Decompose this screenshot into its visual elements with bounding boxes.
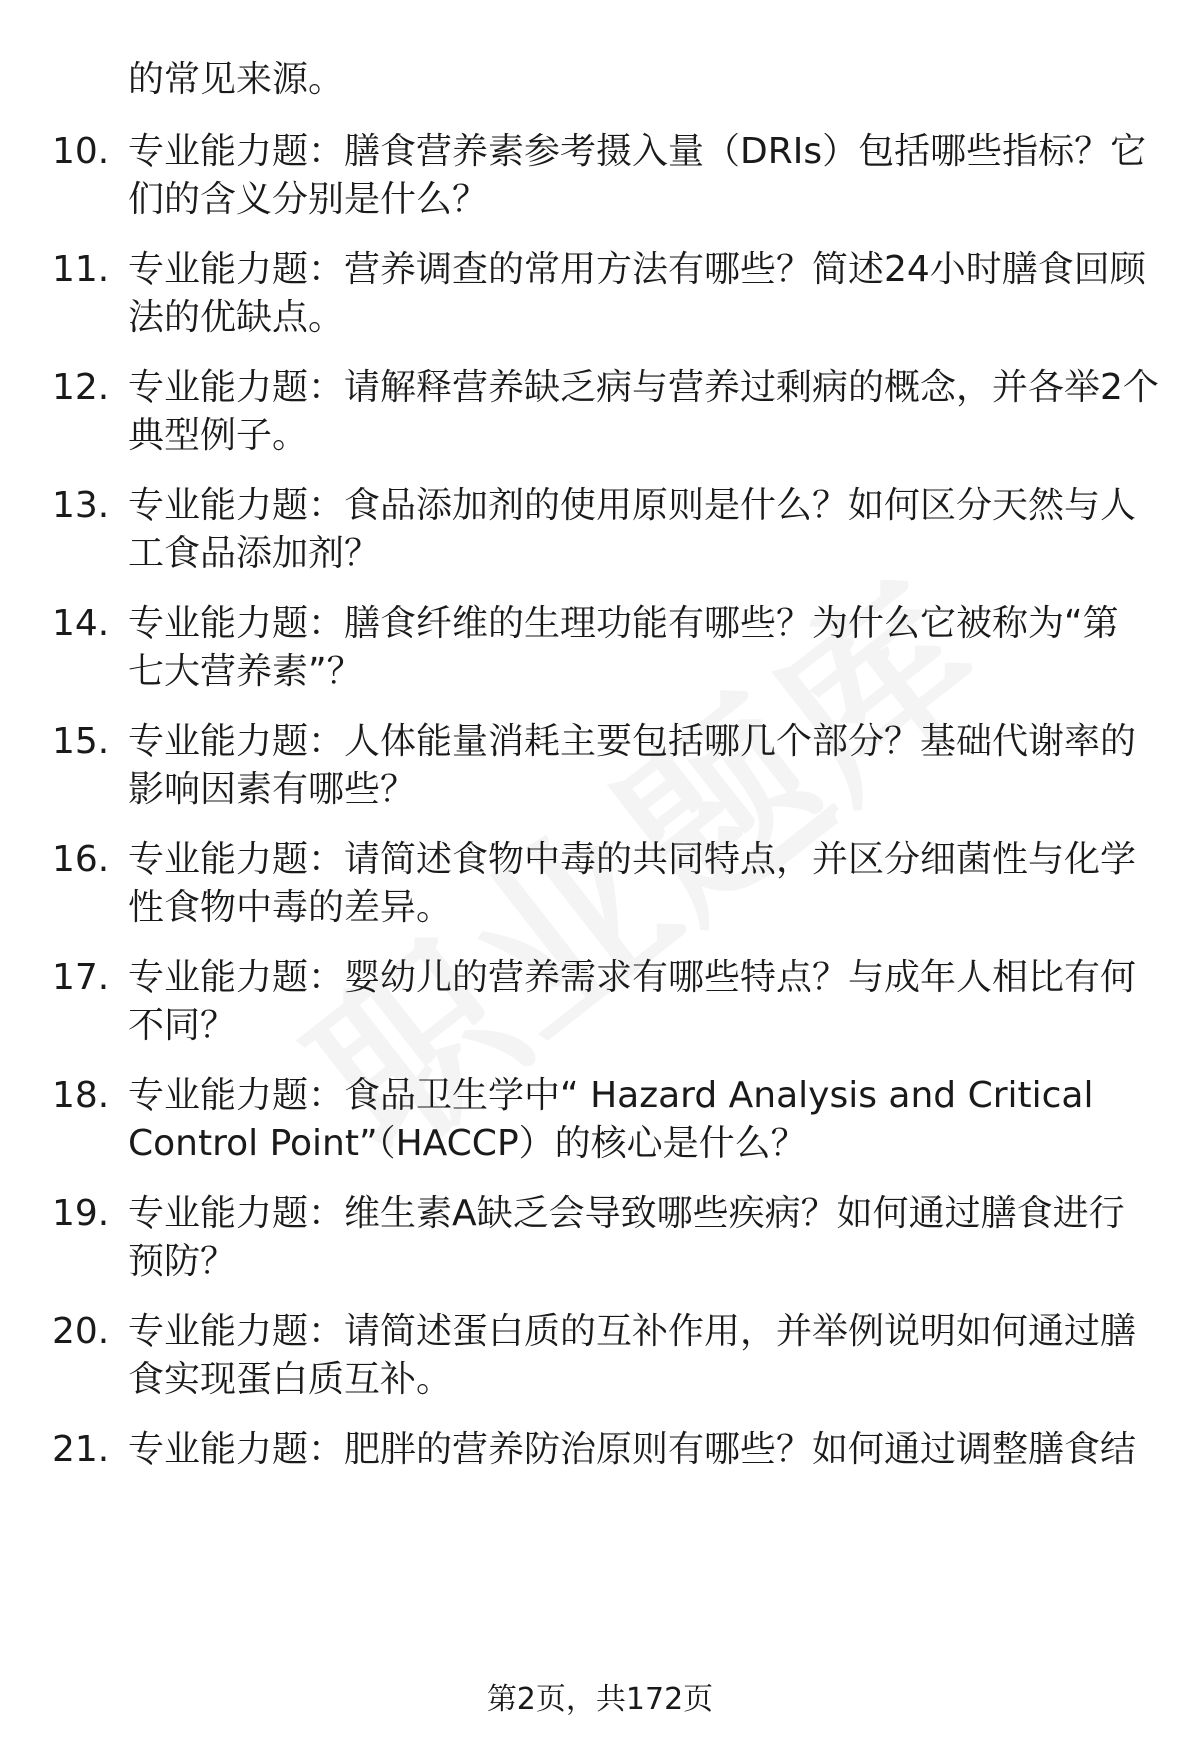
question-text-line1: 专业能力题：请简述蛋白质的互补作用，并举例说明如何通过膳 [128,1311,1137,1352]
question-text-line1: 专业能力题：请解释营养缺乏病与营养过剩病的概念，并各举2个 [128,367,1159,408]
question-text-line1: 专业能力题：食品卫生学中“ Hazard Analysis and Critical [128,1075,1094,1116]
question-text-line1: 专业能力题：营养调查的常用方法有哪些？简述24小时膳食回顾 [128,249,1146,290]
question-number: 17. [52,957,110,998]
question-text-line1: 专业能力题：婴幼儿的营养需求有哪些特点？与成年人相比有何 [128,957,1137,998]
question-number: 21. [52,1429,110,1470]
question-text-line1: 专业能力题：膳食营养素参考摄入量（DRIs）包括哪些指标？它 [128,131,1147,172]
question-number: 19. [52,1193,110,1234]
question-number: 12. [52,367,110,408]
question-number: 20. [52,1311,110,1352]
question-number: 11. [52,249,110,290]
question-text-line2: 工食品添加剂？ [128,533,381,574]
question-text-line1: 专业能力题：食品添加剂的使用原则是什么？如何区分天然与人 [128,485,1137,526]
question-number: 16. [52,839,110,880]
question-text-line2: 典型例子。 [128,415,309,456]
question-number: 13. [52,485,110,526]
question-text-line2: 影响因素有哪些？ [128,769,417,810]
question-number: 15. [52,721,110,762]
page-footer: 第2页，共172页 [486,1682,714,1717]
question-text-line2: 食实现蛋白质互补。 [128,1359,453,1400]
question-text-line2: 法的优缺点。 [128,297,345,338]
question-text-line2: 性食物中毒的差异。 [128,887,453,928]
question-text-line1: 专业能力题：肥胖的营养防治原则有哪些？如何通过调整膳食结 [128,1429,1137,1470]
leading-text-line: 的常见来源。 [128,59,345,100]
question-text-line2: 不同？ [128,1005,237,1046]
question-number: 10. [52,131,110,172]
question-text-line2: 七大营养素”？ [128,651,363,692]
question-text-line1: 专业能力题：请简述食物中毒的共同特点，并区分细菌性与化学 [128,839,1137,880]
question-number: 14. [52,603,110,644]
question-text-line2: 预防？ [128,1241,237,1282]
question-text-line2: Control Point”（HACCP）的核心是什么？ [128,1123,807,1164]
question-text-line2: 们的含义分别是什么？ [128,179,489,220]
question-text-line1: 专业能力题：维生素A缺乏会导致哪些疾病？如何通过膳食进行 [128,1193,1125,1234]
question-text-line1: 专业能力题：膳食纤维的生理功能有哪些？为什么它被称为“第 [128,603,1119,644]
question-number: 18. [52,1075,110,1116]
question-text-line1: 专业能力题：人体能量消耗主要包括哪几个部分？基础代谢率的 [128,721,1137,762]
